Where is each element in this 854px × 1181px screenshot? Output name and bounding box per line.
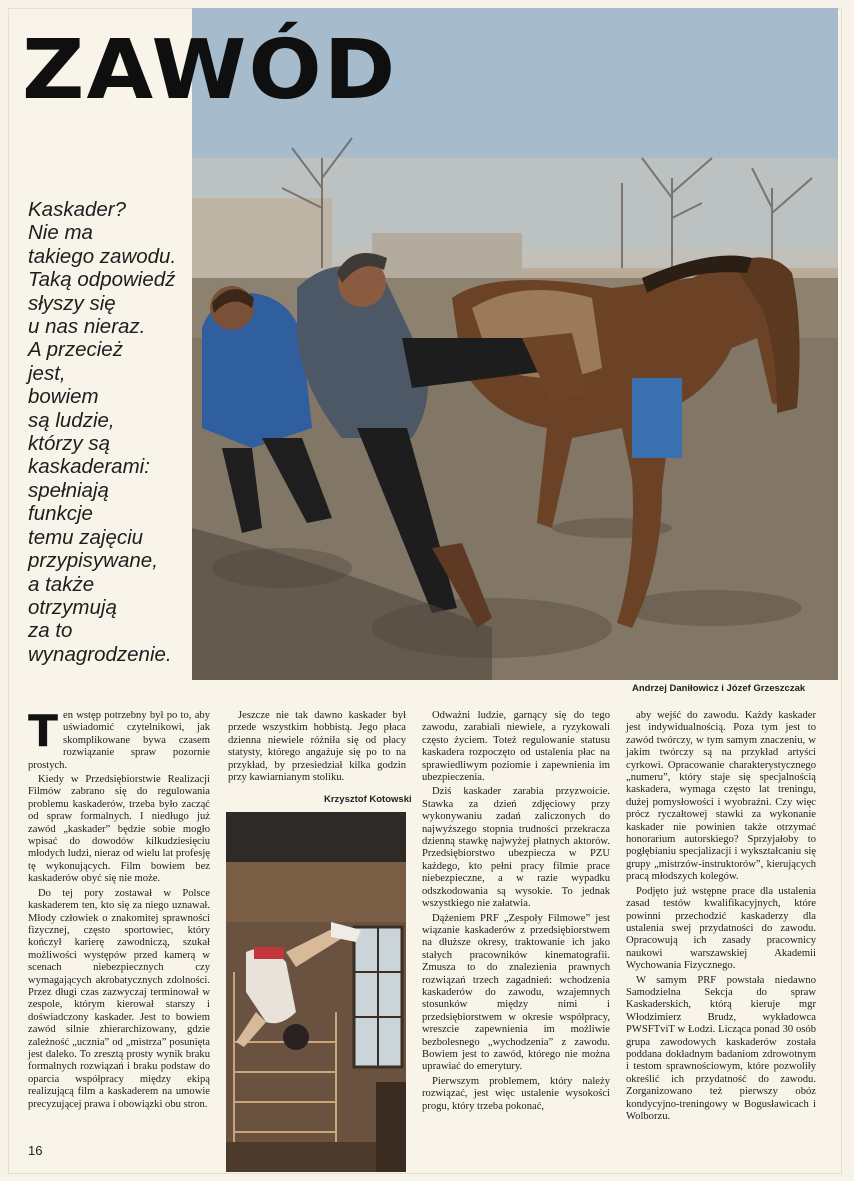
paragraph: Podjęto już wstępne prace dla ustalenia zasad testów kwalifikacyjnych, które powinni przechodzić kaskaderzy dla ustalenia swej przydatności do zawodu. Opracowują ich zasady pracownicy naukowi warszawskiej Akademii Wychowania Fizycznego.: [626, 885, 816, 972]
article-lead: Kaskader? Nie ma takiego zawodu. Taką odpowiedź słyszy się u nas nieraz. A przecież jest, bowiem są ludzie, którzy są kaskaderami: spełniają funkcje temu zajęciu przypisywane, a także otrzymują za to wynagrodzenie.: [28, 198, 177, 666]
paragraph: W samym PRF powstała niedawno Samodzielna Sekcja do spraw Kaskaderskich, którą kieruje mgr Włodzimierz Brudz, wykładowca PWSFTviT w Łodzi. Licząca ponad 30 osób grupa zawodowych kaskaderów została poddana dokładnym badaniom zdrowotnym i testom sprawnościowym, które pozwoliły określić ich przydatność do zawodu. Zorganizowano też pierwszy obóz kondycyjno-treningowy w Bogusławicach i Wolborzu.: [626, 974, 816, 1122]
paragraph: Ten wstęp potrzebny był po to, aby uświadomić czytelnikowi, jak skomplikowane bywa czasem rozwiązanie spraw pozornie prostych.: [28, 706, 210, 771]
paragraph: aby wejść do zawodu. Każdy kaskader jest indywidualnością. Poza tym jest to zawód twórczy, w tym samym znaczeniu, w jakim twórczy są na przykład artyści cyrkowi. Opracowanie charakterystycznego „numeru”, który staje się specjalnością kaskadera, wymaga często lat treningu, dużej pomysłowości i wyobraźni. Czy więc prócz ryczałtowej stawki za wykonanie kaskader nie powinien także otrzymać honorarium autorskiego? Sprzyjałoby to pogłębianiu specjalizacji i wykształcaniu się grupy „mistrzów-instruktorów”, kierujących pracą młodszych kolegów.: [626, 710, 816, 883]
paragraph: Kiedy w Przedsiębiorstwie Realizacji Filmów zabrano się do regulowania problemu kaskaderów, trzeba było zacząć od spraw formalnych. I niedługo już zawód „kaskader” będzie sobie mogło wpisać do dowodów kilkudziesięciu młodych ludzi, nieraz od wielu lat profesję tę wykonujących. Film bowiem bez kaskaderów obyć się nie może.: [28, 774, 210, 885]
gym-flip-photo: [226, 812, 406, 1172]
drop-cap: T: [28, 706, 59, 757]
paragraph: Dziś kaskader zarabia przyzwoicie. Stawka za dzień zdjęciowy przy wykonywaniu zadań zaliczonych do najwyższego stopnia trudności przekracza dzienną stawkę najwyżej płatnych aktorów. Przedsiębiorstwo ubezpiecza w PZU każdego, kto pełni pracy filmie prace niebezpieczne, a w razie wypadku odszkodowania są wysokie. To jednak wszystkiego nie załatwia.: [422, 786, 610, 910]
photo-credit-main: Andrzej Daniłowicz i Józef Grzeszczak: [632, 683, 806, 694]
text-column-4: [626, 710, 816, 1123]
page-number: 16: [28, 1143, 43, 1158]
photo-credit-small: Krzysztof Kotowski: [324, 794, 412, 805]
text-column-2: [228, 710, 406, 784]
article-title: ZAWÓD: [22, 23, 398, 118]
paragraph: Do tej pory zostawał w Polsce kaskaderem ten, kto się za niego uznawał. Młody człowiek o znakomitej sprawności fizycznej, często sportowiec, który kończył karierę zawodniczą, szukał możliwości występów przed kamerą w scenach niebezpiecznych czy wymagających akrobatycznych zdolności. Przez długi czas zazwyczaj terminował w zespole, którym kierował starszy i doświadczony kaskader. Jest to bowiem zawód silnie zhierarchizowany, gdzie zależność „ucznia” od „mistrza” posunięta jest daleko. To zresztą prosty wynik braku formalnych rozwiązań i braku podstaw do oparcia współpracy między ekipą realizującą film a kaskaderem na umowie precyzującej prawa i obowiązki obu stron.: [28, 887, 210, 1110]
paragraph: Jeszcze nie tak dawno kaskader był przede wszystkim hobbistą. Jego płaca dzienna niewiele różniła się od płacy statysty, którego angażuje się po to na przykład, by przesiedział kilka godzin przy kawiarnianym stoliku.: [228, 710, 406, 784]
paragraph: Odważni ludzie, garnący się do tego zawodu, zarabiali niewiele, a ryzykowali często życiem. Toteż regulowanie statusu kaskadera rozpoczęto od ustalenia płac na sprawiedliwym poziomie i zapewnienia im ubezpieczenia.: [422, 710, 610, 784]
paragraph: Dążeniem PRF „Zespoły Filmowe” jest wiązanie kaskaderów z przedsiębiorstwem na dłuższe okresy, traktowanie ich jako stałych pracowników kinematografii. Zmusza to do znalezienia prawnych rozwiązań trzech zagadnień: wchodzenia kaskaderów do zawodu, wzajemnych stosunków między nimi i przedsiębiorstwem w okresie współpracy, wreszcie zapewnienia im możliwie bezbolesnego „wychodzenia” z zawodu. Bowiem jest to zawód, którego nie można uprawiać do emerytury.: [422, 912, 610, 1073]
text-column-3: [422, 710, 610, 1113]
text-column-1: [28, 706, 210, 1111]
paragraph: Pierwszym problemem, który należy rozwiązać, jest więc ustalenie wysokości progu, który trzeba pokonać,: [422, 1075, 610, 1112]
